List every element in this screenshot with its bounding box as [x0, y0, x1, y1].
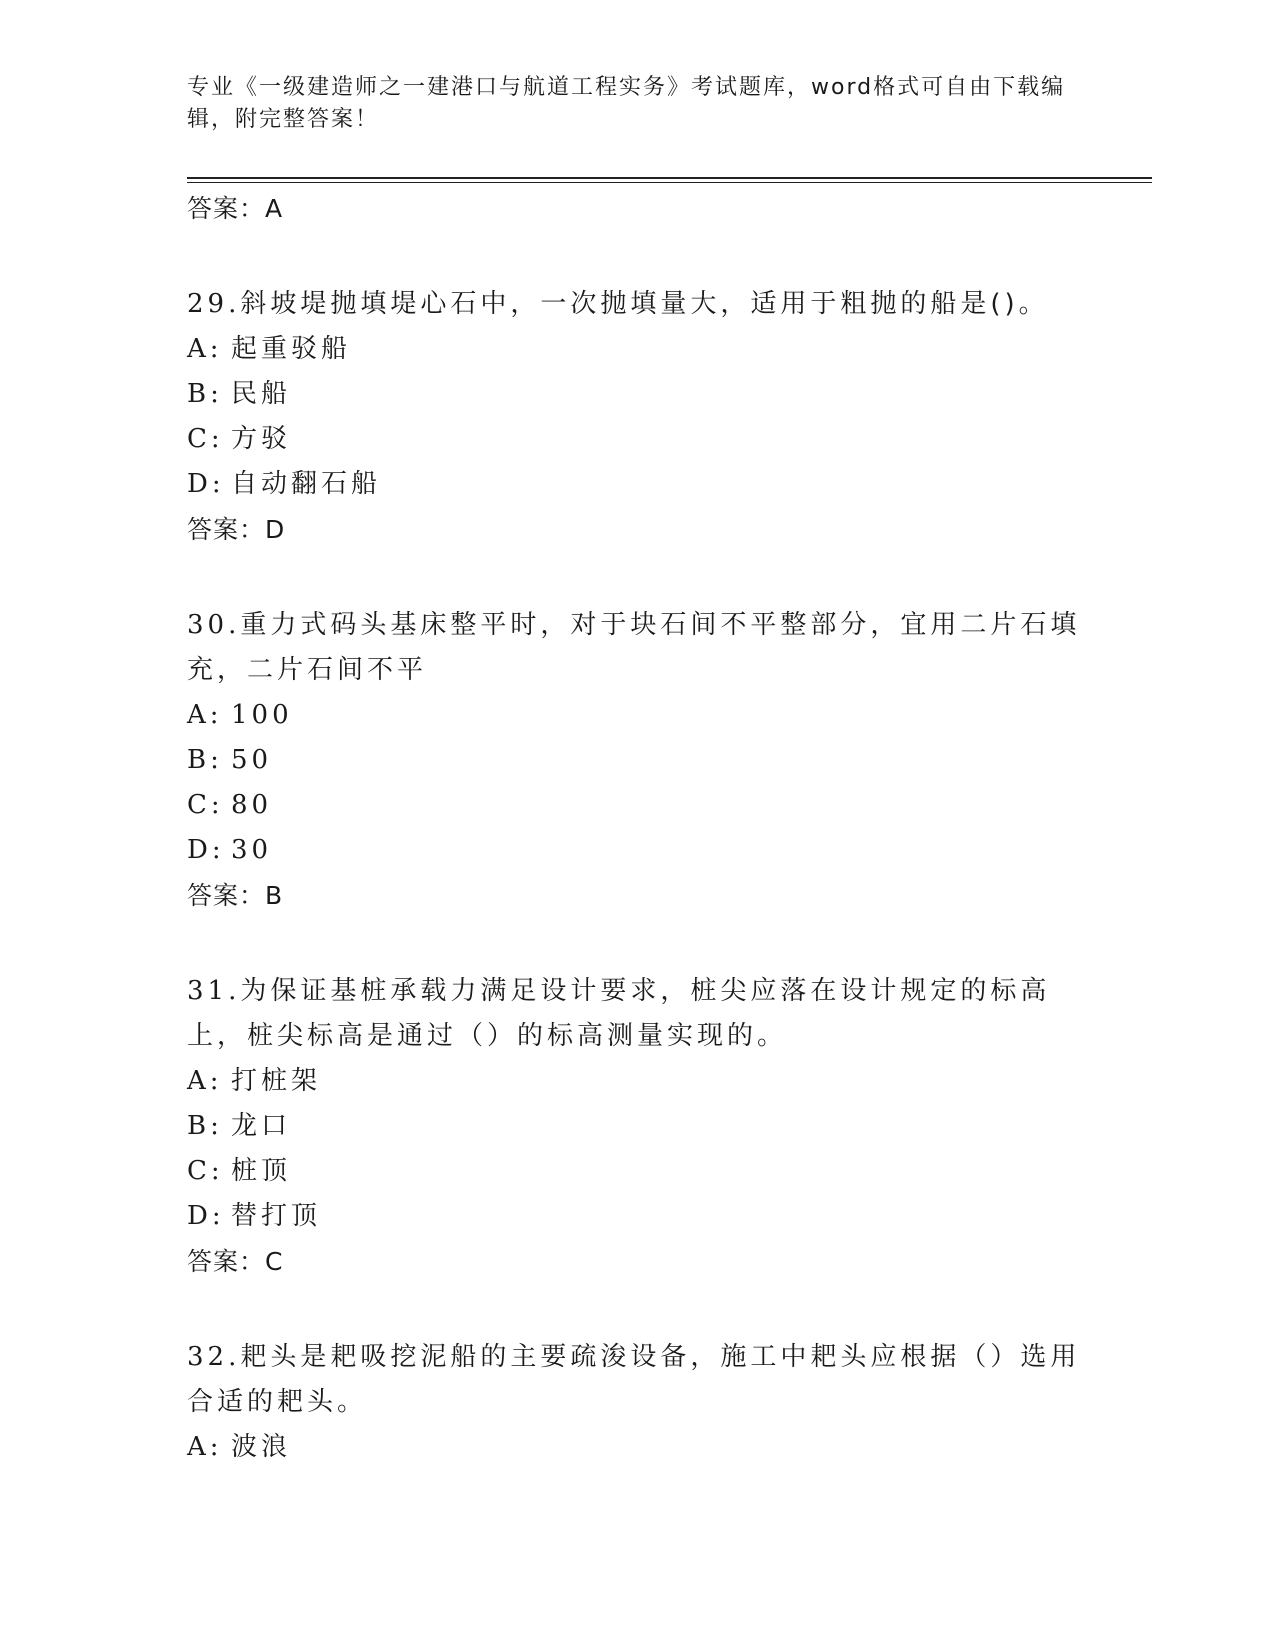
question-stem — [187, 969, 1087, 1059]
option-key: C: — [187, 790, 224, 820]
option-text: 波浪 — [231, 1432, 292, 1462]
option-item — [187, 1425, 1087, 1470]
option-key: A: — [187, 1432, 223, 1462]
question-stem — [187, 282, 1087, 327]
option-text: 桩顶 — [231, 1156, 292, 1186]
option-key: A: — [187, 1066, 223, 1096]
option-key: D: — [187, 835, 225, 865]
header-divider-thick — [187, 177, 1152, 179]
option-item — [187, 1149, 1087, 1194]
question-stem — [187, 1335, 1087, 1425]
question-number: 30. — [187, 610, 241, 640]
question-block — [187, 1335, 1087, 1470]
option-item — [187, 327, 1087, 372]
option-text: 打桩架 — [231, 1066, 322, 1096]
option-key: D: — [187, 1201, 225, 1231]
spacer — [187, 232, 1087, 282]
option-text: 起重驳船 — [231, 334, 352, 364]
option-item — [187, 462, 1087, 507]
question-number: 29. — [187, 289, 241, 319]
option-text: 80 — [231, 790, 273, 820]
question-block — [187, 969, 1087, 1285]
document-header: 专业《一级建造师之一建港口与航道工程实务》考试题库，word格式可自由下载编辑，附完整答案！ — [187, 75, 1066, 132]
option-text: 自动翻石船 — [231, 469, 382, 499]
answer-line: 答案：D — [187, 515, 286, 544]
option-item — [187, 1059, 1087, 1104]
question-list — [187, 186, 1087, 1470]
option-item — [187, 828, 1087, 873]
option-key: A: — [187, 334, 223, 364]
spacer — [187, 919, 1087, 969]
option-item — [187, 783, 1087, 828]
question-number: 31. — [187, 976, 241, 1006]
question-text: 为保证基桩承载力满足设计要求，桩尖应落在设计规定的标高上，桩尖标高是通过（）的标高测量实现的。 — [187, 976, 1051, 1051]
option-text: 替打顶 — [231, 1201, 322, 1231]
option-text: 50 — [231, 745, 273, 775]
option-key: C: — [187, 424, 224, 454]
option-text: 民船 — [231, 379, 292, 409]
option-item — [187, 1104, 1087, 1149]
option-item — [187, 1194, 1087, 1239]
question-text: 重力式码头基床整平时，对于块石间不平整部分，宜用二片石填充，二片石间不平 — [187, 610, 1081, 685]
option-item — [187, 417, 1087, 462]
option-text: 方驳 — [231, 424, 292, 454]
option-item — [187, 738, 1087, 783]
question-text: 斜坡堤抛填堤心石中，一次抛填量大，适用于粗抛的船是()。 — [240, 289, 1049, 319]
question-block — [187, 282, 1087, 553]
option-text: 龙口 — [231, 1111, 292, 1141]
option-text: 100 — [231, 700, 293, 730]
spacer — [187, 1285, 1087, 1335]
option-item — [187, 372, 1087, 417]
answer-line: 答案：B — [187, 881, 284, 910]
option-key: B: — [187, 1111, 223, 1141]
option-key: A: — [187, 700, 223, 730]
question-stem — [187, 603, 1087, 693]
option-key: C: — [187, 1156, 224, 1186]
question-number: 32. — [187, 1342, 241, 1372]
option-text: 30 — [231, 835, 273, 865]
option-key: B: — [187, 745, 223, 775]
spacer — [187, 553, 1087, 603]
answer-line: 答案：C — [187, 1247, 284, 1276]
question-text: 耙头是耙吸挖泥船的主要疏浚设备，施工中耙头应根据（）选用合适的耙头。 — [187, 1342, 1081, 1417]
answer-line: 答案：A — [187, 194, 284, 223]
option-key: B: — [187, 379, 223, 409]
option-key: D: — [187, 469, 225, 499]
header-divider-thin — [187, 182, 1152, 183]
option-item — [187, 693, 1087, 738]
question-block — [187, 603, 1087, 919]
